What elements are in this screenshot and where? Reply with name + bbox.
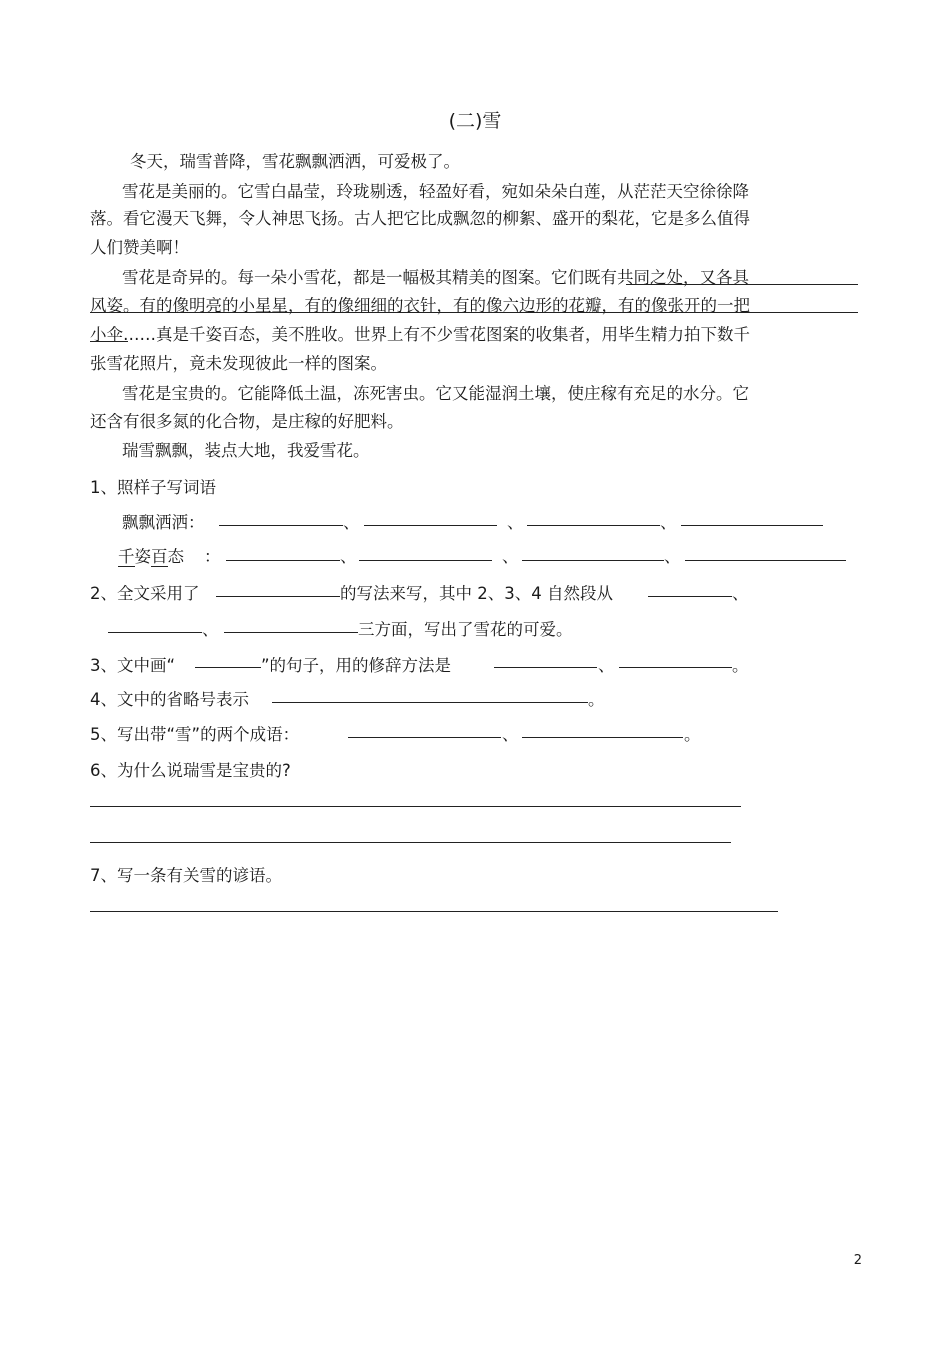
answer-blank[interactable]	[216, 596, 340, 597]
passage-paragraph-1: 冬天，瑞雪普降，雪花飘飘洒洒，可爱极了。	[130, 152, 460, 171]
end-mark: 。	[732, 656, 749, 675]
question-2-text: 2、全文采用了	[90, 584, 200, 603]
separator: 、	[732, 584, 749, 603]
separator: 、	[598, 656, 615, 675]
question-2-text: 三方面，写出了雪花的可爱。	[358, 620, 573, 639]
separator: 、	[202, 620, 219, 639]
answer-blank[interactable]	[348, 737, 501, 738]
answer-blank[interactable]	[224, 632, 358, 633]
example-word-1: 飘飘洒洒：	[122, 513, 205, 532]
example-char: 千	[118, 547, 135, 566]
separator: 、	[507, 513, 524, 532]
question-1-label: 1、照样子写词语	[90, 478, 216, 497]
answer-blank[interactable]	[522, 560, 664, 561]
answer-blank[interactable]	[685, 560, 846, 561]
separator: 、	[340, 547, 357, 566]
answer-blank[interactable]	[195, 667, 261, 668]
passage-line: 人们赞美啊！	[90, 238, 189, 257]
example-char: 百	[151, 547, 168, 566]
answer-blank[interactable]	[619, 667, 732, 668]
question-5-text: 5、写出带“雪”的两个成语：	[90, 725, 300, 744]
answer-blank[interactable]	[364, 525, 497, 526]
passage-line: 瑞雪飘飘，装点大地，我爱雪花。	[122, 441, 370, 460]
question-6-label: 6、为什么说瑞雪是宝贵的?	[90, 761, 291, 780]
passage-line: 落。看它漫天飞舞，令人神思飞扬。古人把它比成飘忽的柳絮、盛开的梨花，它是多么值得	[90, 209, 750, 228]
page-number: 2	[853, 1253, 862, 1268]
separator: 、	[343, 513, 360, 532]
question-3-text: 3、文中画“	[90, 656, 176, 675]
example-word-2	[118, 543, 184, 567]
answer-line[interactable]	[90, 842, 731, 843]
answer-blank[interactable]	[522, 737, 683, 738]
question-7-label: 7、写一条有关雪的谚语。	[90, 866, 282, 885]
answer-line[interactable]	[90, 911, 778, 912]
passage-line: 张雪花照片，竟未发现彼此一样的图案。	[90, 354, 387, 373]
answer-blank[interactable]	[272, 702, 588, 703]
question-2-text: 的写法来写，其中 2、3、4 自然段从	[340, 584, 613, 603]
example-char: 姿	[134, 547, 151, 566]
question-3-text: ”的句子，用的修辞方法是	[261, 656, 452, 675]
answer-line[interactable]	[90, 806, 741, 807]
answer-blank[interactable]	[527, 525, 660, 526]
separator: 、	[502, 725, 519, 744]
answer-blank[interactable]	[648, 596, 732, 597]
colon: ：	[204, 547, 221, 566]
passage-line: 雪花是美丽的。它雪白晶莹，玲珑剔透，轻盈好看，宛如朵朵白莲，从茫茫天空徐徐降	[122, 182, 749, 201]
answer-blank[interactable]	[219, 525, 343, 526]
sentence-underline	[90, 312, 858, 313]
separator: 、	[502, 547, 519, 566]
answer-blank[interactable]	[681, 525, 823, 526]
separator: 、	[664, 547, 681, 566]
page-title: (二)雪	[448, 110, 502, 132]
passage-line: 雪花是奇异的。每一朵小雪花，都是一幅极其精美的图案。它们既有共同之处，又各具	[122, 268, 749, 287]
passage-line: 还含有很多氮的化合物，是庄稼的好肥料。	[90, 412, 404, 431]
separator: 、	[660, 513, 677, 532]
passage-line: 风姿。有的像明亮的小星星，有的像细细的衣针，有的像六边形的花瓣，有的像张开的一把	[90, 296, 750, 315]
passage-line: 小伞……真是千姿百态，美不胜收。世界上有不少雪花图案的收集者，用毕生精力拍下数千	[90, 325, 750, 344]
answer-blank[interactable]	[494, 667, 597, 668]
answer-blank[interactable]	[226, 560, 340, 561]
end-mark: 。	[684, 725, 701, 744]
answer-blank[interactable]	[108, 632, 202, 633]
end-mark: 。	[588, 690, 605, 709]
question-4-text: 4、文中的省略号表示	[90, 690, 249, 709]
answer-blank[interactable]	[359, 560, 492, 561]
sentence-underline	[626, 284, 858, 285]
sentence-underline	[90, 341, 128, 342]
passage-line: 雪花是宝贵的。它能降低土温，冻死害虫。它又能湿润土壤，使庄稼有充足的水分。它	[122, 384, 749, 403]
example-char: 态	[167, 547, 184, 566]
